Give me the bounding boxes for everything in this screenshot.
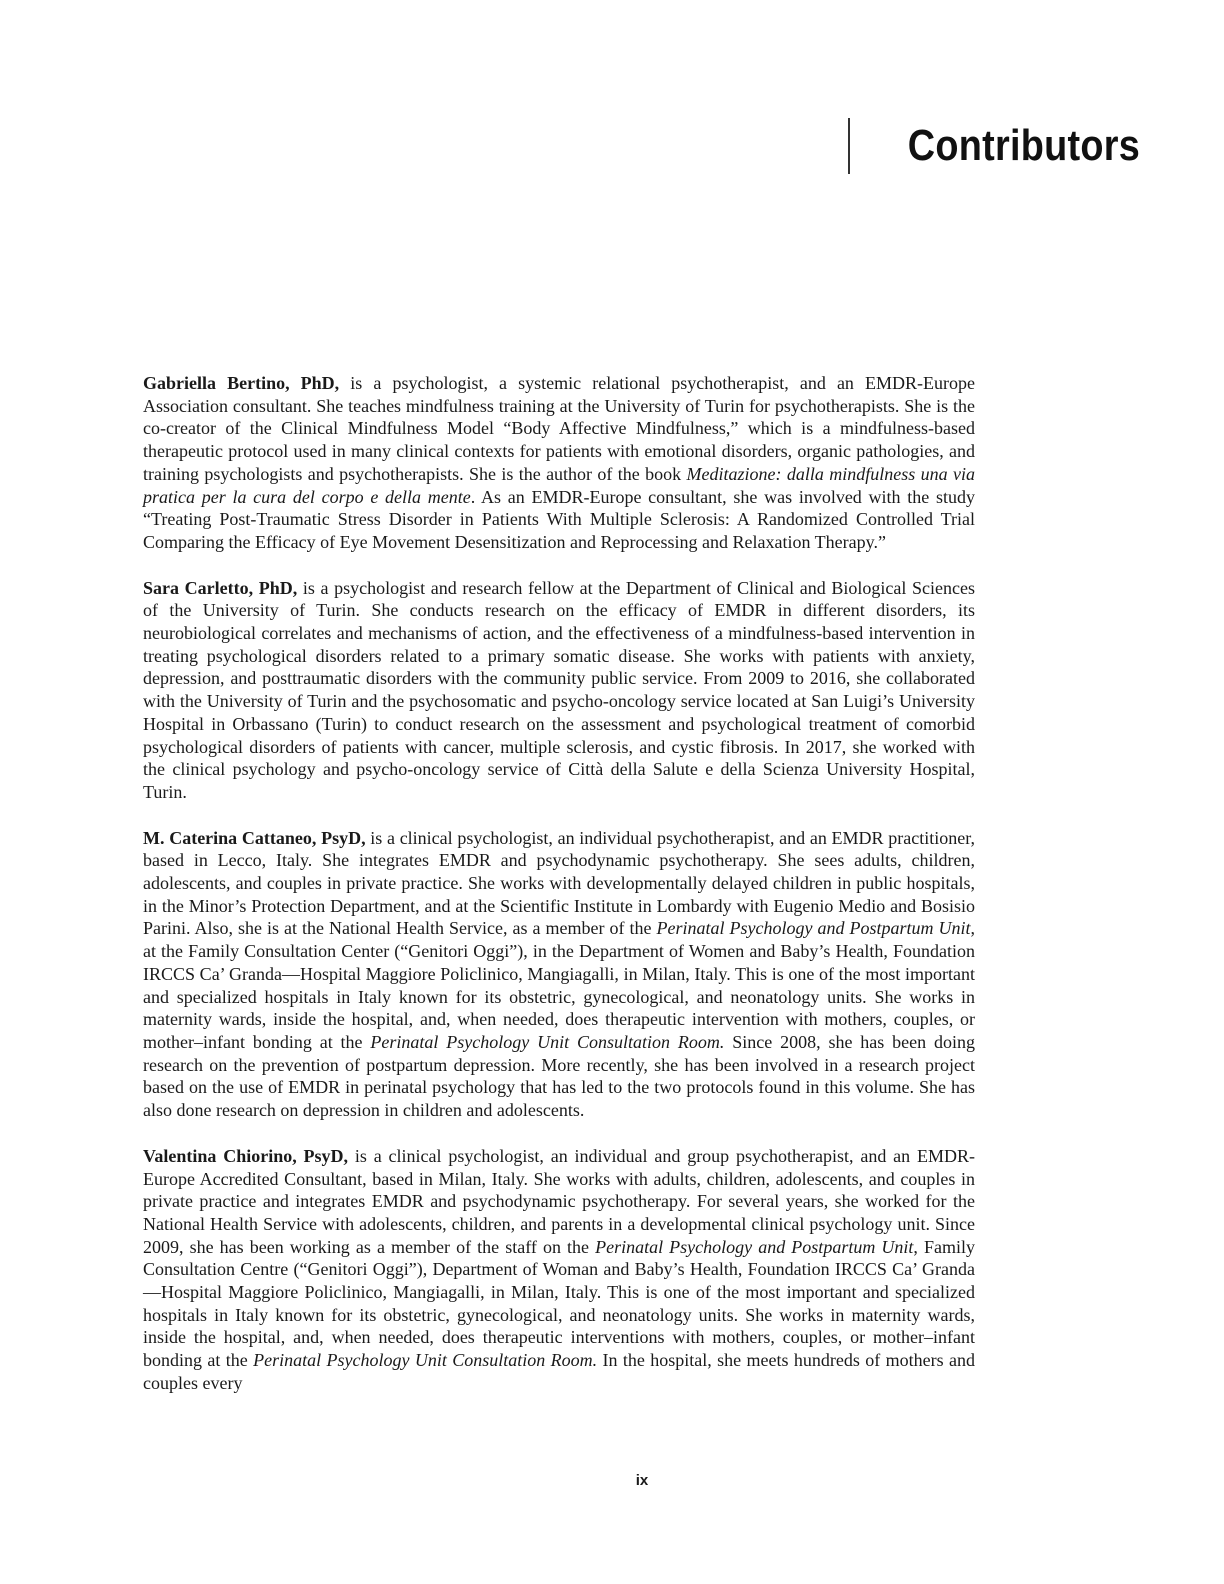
page-title: Contributors	[907, 121, 1140, 170]
room-name: Perinatal Psychology Unit Consultation Room.	[370, 1031, 725, 1052]
contributor-bio: . As an EMDR-Europe consultant, she was involved with the study “Treating Post-Traumatic Stress Disorder in Patients With Multiple Sclerosis: A Randomized Controlled Trial Comparing the Efficacy of Eye Movement Desensitization and Reprocessing and Relaxation Therapy.”	[143, 486, 975, 552]
page-number: ix	[635, 1472, 649, 1489]
room-name: Perinatal Psychology Unit Consultation Room.	[253, 1350, 598, 1371]
contributor-name: Sara Carletto, PhD,	[143, 577, 298, 598]
chapter-heading	[848, 118, 1140, 174]
book-title: Meditazione: dalla mindfulness una via pratica per la cura del corpo e della mente	[143, 463, 975, 507]
contributor-entry-carletto	[143, 577, 975, 804]
contributor-entry-bertino	[143, 372, 975, 554]
contributor-bio: is a clinical psychologist, an individual and group psychotherapist, and an EMDR-Europe Accredited Consultant, based in Milan, Italy. She works with adults, children, adolescents, and couples in private practice and integrates EMDR and psychodynamic psychotherapy. For several years, she worked for the National Health Service with adolescents, children, and parents in a developmental clinical psychology unit. Since 2009, she has been working as a member of the staff on the	[143, 1145, 975, 1257]
contributor-name: Gabriella Bertino, PhD,	[143, 373, 340, 393]
heading-divider	[848, 118, 850, 174]
contributor-bio: , at the Family Consultation Center (“Genitori Oggi”), in the Department of Women and Baby’s Health, Foundation IRCCS Ca’ Granda—Hospital Maggiore Policlinico, Mangiagalli, in Milan, Italy. This is one of the most important and specialized hospitals in Italy known for its obstetric, gynecological, and neonatology units. She works in maternity wards, inside the hospital, and, when needed, does therapeutic intervention with mothers, couples, or mother–infant bonding at the	[143, 918, 976, 1052]
unit-name: Perinatal Psychology and Postpartum Unit	[595, 1236, 914, 1257]
contributor-entry-chiorino	[143, 1145, 975, 1395]
contributor-bio: Since 2008, she has been doing research on the prevention of postpartum depression. More recently, she has been involved in a research project based on the use of EMDR in perinatal psychology that has led to the two protocols found in this volume. She has also done research on depression in children and adolescents.	[143, 1031, 976, 1121]
contributor-bio: , Family Consultation Centre (“Genitori Oggi”), Department of Woman and Baby’s Health, Foundation IRCCS Ca’ Granda—Hospital Maggiore Policlinico, Mangiagalli, in Milan, Italy. This is one of the most important and specialized hospitals in Italy known for its obstetric, gynecological, and neonatology units. She works in maternity wards, inside the hospital, and, when needed, does therapeutic interventions with mothers, couples, or mother–infant bonding at the	[143, 1236, 975, 1371]
contributor-name: M. Caterina Cattaneo, PsyD,	[143, 827, 366, 848]
contributor-bio: is a psychologist and research fellow at the Department of Clinical and Biological Sciences of the University of Turin. She conducts research on the efficacy of EMDR in different disorders, its neurobiological correlates and mechanisms of action, and the effectiveness of a mindfulness-based intervention in treating psychological disorders related to a primary somatic disease. She works with patients with anxiety, depression, and posttraumatic disorders with the community public service. From 2009 to 2016, she collaborated with the University of Turin and the psychosomatic and psycho-oncology service located at San Luigi’s University Hospital in Orbassano (Turin) to conduct research on the assessment and psychological treatment of comorbid psychological disorders of patients with cancer, multiple sclerosis, and cystic fibrosis. In 2017, she worked with the clinical psychology and psycho-oncology service of Città della Salute e della Scienza University Hospital, Turin.	[143, 577, 975, 802]
unit-name: Perinatal Psychology and Postpartum Unit	[656, 918, 971, 939]
contributor-bio: is a psychologist, a systemic relational psychotherapist, and an EMDR-Europe Association consultant. She teaches mindfulness training at the University of Turin for psychotherapists. She is the co-creator of the Clinical Mindfulness Model “Body Affective Mindfulness,” which is a mindfulness-based therapeutic protocol used in many clinical contexts for patients with emotional disorders, organic pathologies, and training psychologists and psychotherapists. She is the author of the book	[143, 373, 975, 484]
contributor-list	[143, 372, 975, 1418]
contributor-entry-cattaneo	[143, 827, 975, 1122]
contributor-bio: In the hospital, she meets hundreds of mothers and couples every	[143, 1350, 975, 1393]
contributor-bio: is a clinical psychologist, an individual psychotherapist, and an EMDR practitioner, based in Lecco, Italy. She integrates EMDR and psychodynamic psychotherapy. She sees adults, children, adolescents, and couples in private practice. She works with developmentally delayed children in public hospitals, in the Minor’s Protection Department, and at the Scientific Institute in Lombardy with Eugenio Medio and Bosisio Parini. Also, she is at the National Health Service, as a member of the	[143, 827, 975, 939]
contributor-name: Valentina Chiorino, PsyD,	[143, 1145, 349, 1166]
